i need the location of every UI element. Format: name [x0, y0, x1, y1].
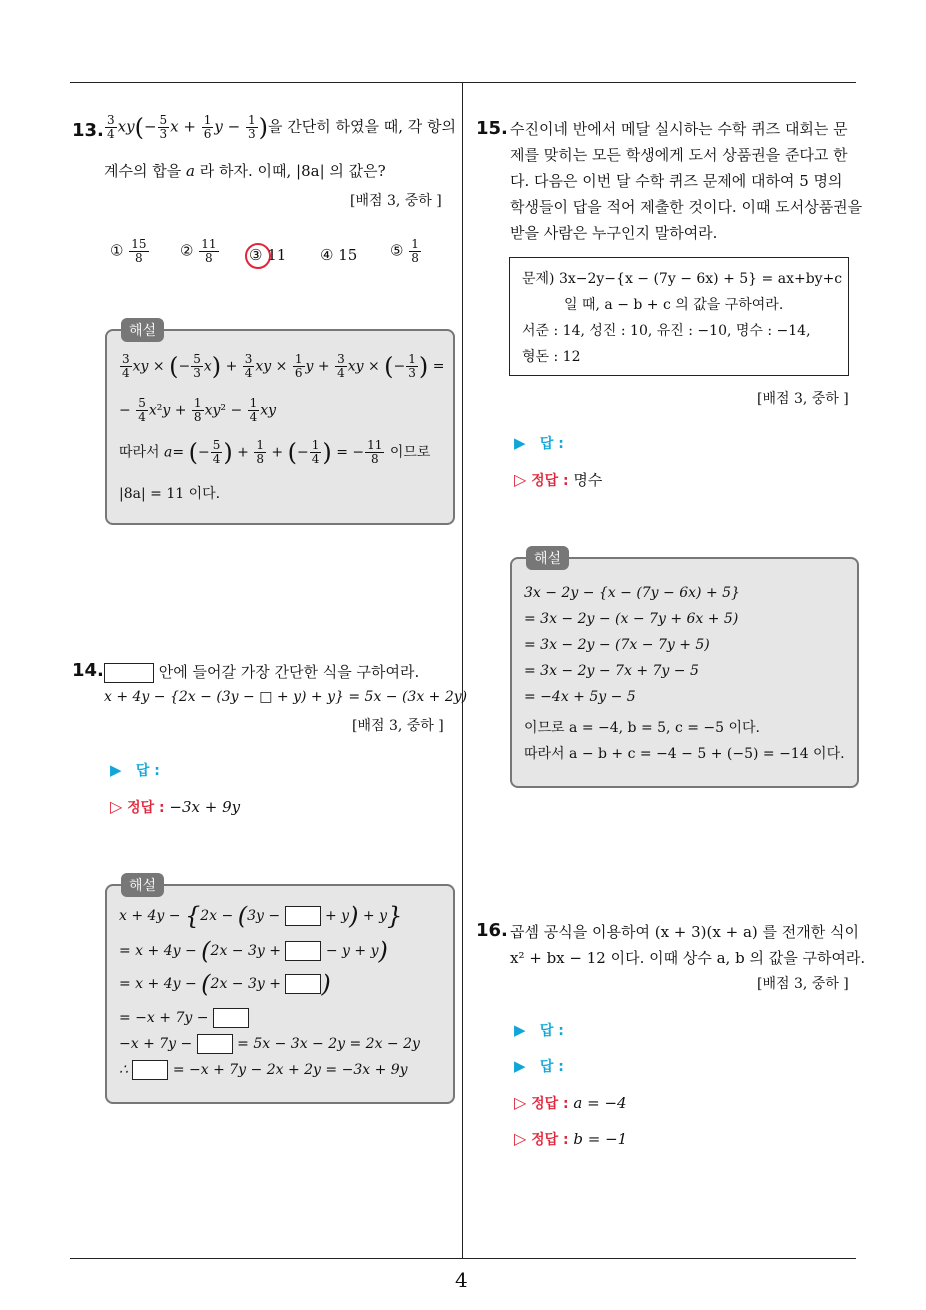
triangle-outline-icon: ▷ [514, 1129, 527, 1148]
q14-sol-line5: −x + 7y − = 5x − 3x − 2y = 2x − 2y [119, 1036, 420, 1052]
q15-problem-box: 문제) 3x−2y−{x − (7y − 6x) + 5} = ax+by+c 일 때, a − b + c 의 값을 구하여라. 서준 : 14, 성진 : 10, 유진 : −10, 명수 : −14, 형돈 : 12 [509, 257, 849, 376]
q16-solution-row-a: ▷ 정답 : a = −4 [514, 1093, 627, 1112]
play-icon: ▶ [110, 761, 122, 779]
question-number: 13. [72, 120, 104, 141]
q14-sol-line1: x + 4y − {2x − (3y − + y) + y} [119, 902, 403, 930]
q14-meta: [배점 3, 중하 ] [352, 718, 444, 734]
q14-expression: x + 4y − {2x − (3y − □ + y) + y} = 5x − (3x + 2y) [104, 689, 468, 705]
triangle-outline-icon: ▷ [110, 797, 123, 816]
choice-3[interactable]: ③ 11 [249, 246, 287, 264]
triangle-outline-icon: ▷ [514, 470, 527, 489]
q16-answer-row-b[interactable]: ▶ 답 : [514, 1057, 564, 1075]
q15-line: 수진이네 반에서 메달 실시하는 수학 퀴즈 대회는 문 [510, 120, 848, 138]
q16-line: 곱셈 공식을 이용하여 (x + 3)(x + a) 를 전개한 식이 [510, 923, 859, 941]
question-number: 14. [72, 660, 104, 681]
q15-solution-row: ▷ 정답 : 명수 [514, 470, 603, 489]
q13-sol-line3: 따라서 a= (− $\frac{5}{4}$ ) + $\frac{1}{8}$ + (− $\frac{1}{4}$ ) = − $\frac{11}{8}$ 이므로 [119, 438, 431, 467]
triangle-outline-icon: ▷ [514, 1093, 527, 1112]
solution-tab: 해설 [121, 873, 164, 897]
q14-sol-line4: = −x + 7y − [119, 1008, 249, 1028]
play-icon: ▶ [514, 434, 526, 452]
question-number: 16. [476, 920, 508, 941]
q13-expression: $\frac{3}{4}$ xy(− $\frac{5}{3}$ x + $\frac{1}{6}$ y − $\frac{1}{3}$ )을 간단히 하였을 때, 각 항의 [107, 113, 456, 142]
q15-meta: [배점 3, 중하 ] [757, 391, 849, 407]
solution-tab: 해설 [526, 546, 569, 570]
q13-solution-box [105, 323, 455, 525]
q14-text-line: 안에 들어갈 가장 간단한 식을 구하여라. [104, 661, 419, 683]
q14-sol-line6: ∴ = −x + 7y − 2x + 2y = −3x + 9y [119, 1062, 408, 1078]
q13-sol-line1: $\frac{3}{4}$ xy × (− $\frac{5}{3}$ x) + $\frac{3}{4}$ xy × $\frac{1}{6}$ y + $\frac{3}{4}$ xy × (− $\frac{1}{3}$ ) = [122, 352, 445, 381]
solution-tab: 해설 [121, 318, 164, 342]
q14-solution-row: ▷ 정답 : −3x + 9y [110, 797, 241, 816]
q15-line: 받을 사람은 누구인지 말하여라. [510, 224, 718, 242]
q13-sol-line4: |8a| = 11 이다. [119, 486, 221, 502]
answer-blank [104, 663, 154, 683]
q16-solution-row-b: ▷ 정답 : b = −1 [514, 1129, 628, 1148]
choice-2[interactable]: ② $\frac{11}{8}$ [180, 237, 217, 265]
play-icon: ▶ [514, 1021, 526, 1039]
q15-answer-row[interactable]: ▶ 답 : [514, 434, 564, 452]
q13-text: 을 간단히 하였을 때, 각 항의 [268, 117, 456, 136]
q16-line: x² + bx − 12 이다. 이때 상수 a, b 의 값을 구하여라. [510, 949, 866, 967]
q15-solution-box: 해설 3x − 2y − {x − (7y − 6x) + 5} = 3x − 2y − (x − 7y + 6x + 5) = 3x − 2y − (7x − 7y + 5) = 3x − 2y − 7x + 7y − 5 = −4x + 5y − 5 이므로 a = −4, b = 5, c = −5 이다. 따라서 a − b + c = −4 − 5 + (−5) = −14 이다. [510, 557, 859, 788]
q13-meta: [배점 3, 중하 ] [350, 193, 442, 209]
page-number: 4 [455, 1268, 468, 1292]
top-rule [70, 82, 856, 83]
q14-answer-row[interactable]: ▶ 답 : [110, 761, 160, 779]
q15-line: 제를 맞히는 모든 학생에게 도서 상품권을 준다고 한 [510, 146, 848, 164]
q14-sol-line2: = x + 4y − (2x − 3y + − y + y) [119, 937, 388, 965]
q14-sol-line3: = x + 4y − (2x − 3y + ) [119, 970, 331, 998]
bottom-rule [70, 1258, 856, 1259]
choice-4[interactable]: ④ 15 [320, 246, 358, 264]
column-divider [462, 83, 463, 1258]
choice-5[interactable]: ⑤ $\frac{1}{8}$ [390, 237, 419, 265]
q16-answer-row-a[interactable]: ▶ 답 : [514, 1021, 564, 1039]
question-number: 15. [476, 118, 508, 139]
play-icon: ▶ [514, 1057, 526, 1075]
q15-line: 학생들이 답을 적어 제출한 것이다. 이때 도서상품권을 [510, 198, 863, 216]
q13-line2: 계수의 합을 a 라 하자. 이때, |8a| 의 값은? [104, 162, 386, 180]
q14-solution-box [105, 878, 455, 1104]
q15-line: 다. 다음은 이번 달 수학 퀴즈 문제에 대하여 5 명의 [510, 172, 843, 190]
q13-sol-line2: − $\frac{5}{4}$ x²y + $\frac{1}{8}$ xy² − $\frac{1}{4}$ xy [119, 396, 277, 424]
choice-1[interactable]: ① $\frac{15}{8}$ [110, 237, 147, 265]
q16-meta: [배점 3, 중하 ] [757, 976, 849, 992]
